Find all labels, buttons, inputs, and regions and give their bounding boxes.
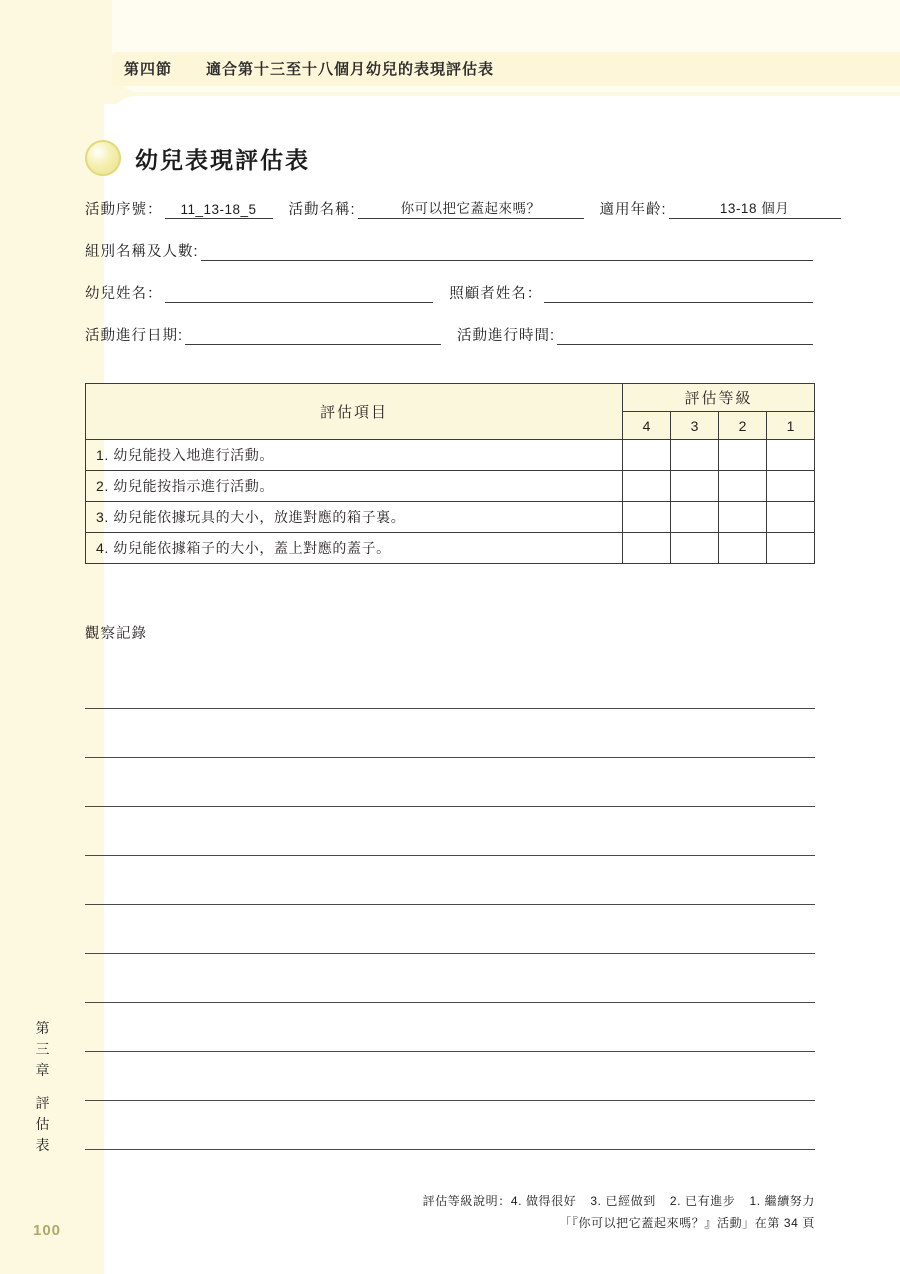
checkbox-cell-4-4[interactable] <box>623 533 671 564</box>
observation-line[interactable] <box>85 856 815 905</box>
time-label: 活動進行時間: <box>457 328 556 344</box>
form-row-activity <box>85 198 815 219</box>
activity-name-field[interactable] <box>358 200 584 219</box>
grade-column-1: 1 <box>767 412 815 440</box>
observation-line[interactable] <box>85 660 815 709</box>
date-field[interactable] <box>185 326 441 345</box>
activity-no-label: 活動序號： <box>85 202 163 218</box>
form-row-datetime <box>85 324 815 345</box>
form-fields <box>85 198 815 366</box>
top-band-notch <box>104 96 900 136</box>
grade-note-1: 1. 繼續努力 <box>749 1194 815 1208</box>
age-value: 13-18 個月 <box>719 201 790 216</box>
child-name-field[interactable] <box>165 284 434 303</box>
checkbox-cell-4-1[interactable] <box>767 533 815 564</box>
time-field[interactable] <box>557 326 813 345</box>
assessment-table <box>85 383 815 564</box>
checkbox-cell-4-3[interactable] <box>671 533 719 564</box>
grade-note-3: 3. 已經做到 <box>590 1194 656 1208</box>
checkbox-cell-3-1[interactable] <box>767 502 815 533</box>
observation-line[interactable] <box>85 954 815 1003</box>
activity-reference: 「『你可以把它蓋起來嗎？』活動」在第 34 頁 <box>559 1216 815 1231</box>
side-tab-chapter: 第三章 <box>35 1020 51 1078</box>
page-number: 100 <box>33 1222 62 1239</box>
assessment-item-4: 4. 幼兒能依據箱子的大小，蓋上對應的蓋子。 <box>86 533 623 564</box>
grade-column-3: 3 <box>671 412 719 440</box>
grade-note-label: 評估等級說明： <box>422 1194 511 1208</box>
side-tab-name: 評估表 <box>35 1095 51 1153</box>
checkbox-cell-3-3[interactable] <box>671 502 719 533</box>
observation-label: 觀察記錄 <box>85 626 147 642</box>
checkbox-cell-3-2[interactable] <box>719 502 767 533</box>
section-label: 第四節 <box>124 61 173 78</box>
grade-note-4: 4. 做得很好 <box>510 1194 577 1208</box>
observation-lines[interactable] <box>85 660 815 1150</box>
observation-line[interactable] <box>85 1003 815 1052</box>
page-title: 幼兒表現評估表 <box>135 146 310 173</box>
checkbox-cell-1-1[interactable] <box>767 440 815 471</box>
form-row-group <box>85 240 815 261</box>
checkbox-cell-1-4[interactable] <box>623 440 671 471</box>
activity-name-label: 活動名稱: <box>288 202 356 218</box>
grade-column-2: 2 <box>719 412 767 440</box>
group-field[interactable] <box>201 242 813 261</box>
assessment-item-3: 3. 幼兒能依據玩具的大小，放進對應的箱子裏。 <box>86 502 623 533</box>
observation-line[interactable] <box>85 758 815 807</box>
table-header-row-1 <box>86 384 815 412</box>
checkbox-cell-4-2[interactable] <box>719 533 767 564</box>
caregiver-field[interactable] <box>544 284 813 303</box>
grade-column-4: 4 <box>623 412 671 440</box>
date-label: 活動進行日期: <box>85 328 184 344</box>
group-label: 組別名稱及人數: <box>85 244 199 260</box>
side-tab <box>30 1018 56 1156</box>
child-name-label: 幼兒姓名： <box>85 286 163 302</box>
grade-legend <box>423 1190 815 1212</box>
bullet-circle-icon <box>85 140 121 176</box>
grade-note-2: 2. 已有進步 <box>669 1194 736 1208</box>
age-field[interactable] <box>669 200 841 219</box>
column-header-item: 評估項目 <box>86 384 623 440</box>
section-header <box>124 58 494 79</box>
table-row <box>86 440 815 471</box>
footer-notes <box>423 1190 815 1234</box>
assessment-item-1: 1. 幼兒能投入地進行活動。 <box>86 440 623 471</box>
observation-line[interactable] <box>85 709 815 758</box>
checkbox-cell-2-1[interactable] <box>767 471 815 502</box>
table-row <box>86 533 815 564</box>
observation-line[interactable] <box>85 807 815 856</box>
observation-line[interactable] <box>85 1101 815 1150</box>
column-header-grade: 評估等級 <box>623 384 815 412</box>
caregiver-label: 照顧者姓名： <box>449 286 543 302</box>
observation-line[interactable] <box>85 905 815 954</box>
assessment-item-2: 2. 幼兒能按指示進行活動。 <box>86 471 623 502</box>
page-title-row <box>85 140 310 176</box>
table-row <box>86 471 815 502</box>
activity-name-value: 你可以把它蓋起來嗎？ <box>400 201 541 216</box>
section-title: 適合第十三至十八個月幼兒的表現評估表 <box>206 61 495 78</box>
checkbox-cell-2-3[interactable] <box>671 471 719 502</box>
observation-line[interactable] <box>85 1052 815 1101</box>
checkbox-cell-3-4[interactable] <box>623 502 671 533</box>
form-row-names <box>85 282 815 303</box>
checkbox-cell-2-4[interactable] <box>623 471 671 502</box>
age-label: 適用年齡: <box>599 202 667 218</box>
checkbox-cell-2-2[interactable] <box>719 471 767 502</box>
checkbox-cell-1-2[interactable] <box>719 440 767 471</box>
checkbox-cell-1-3[interactable] <box>671 440 719 471</box>
table-row <box>86 502 815 533</box>
activity-no-field[interactable] <box>165 200 273 219</box>
activity-no-value: 11_13-18_5 <box>180 202 257 217</box>
